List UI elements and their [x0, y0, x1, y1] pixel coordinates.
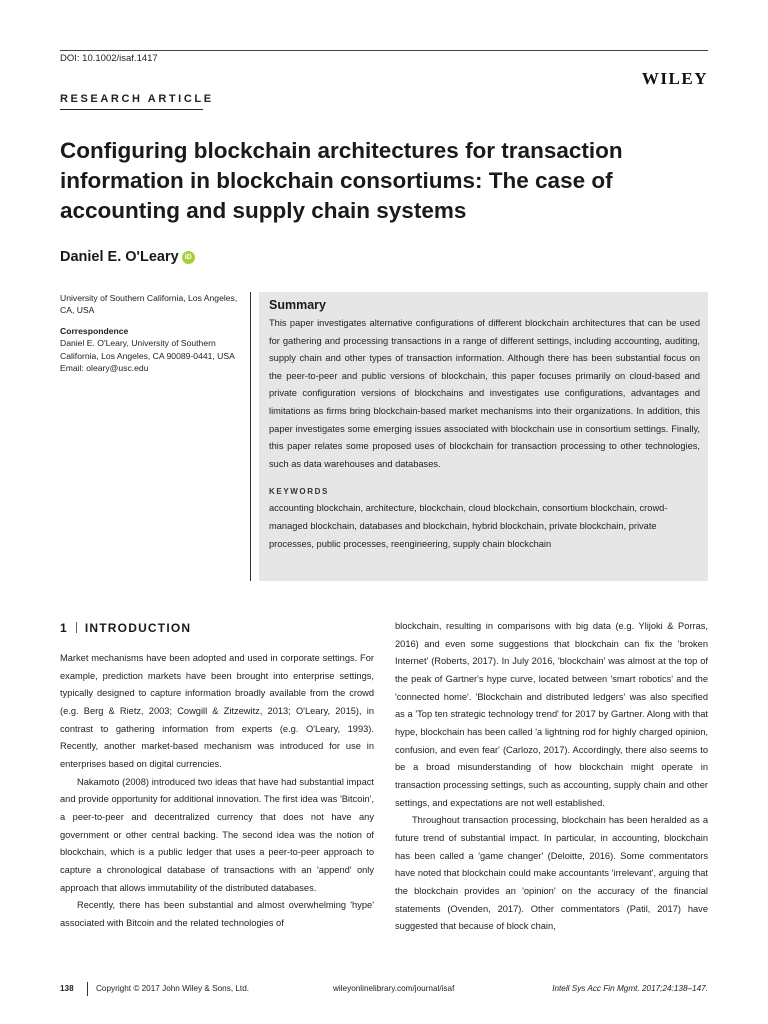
abstract-box: [259, 292, 708, 581]
body-paragraph: Throughout transaction processing, blockchain has been heralded as a future trend of substantial impact. In particular, in accounting, blockchain has been called a 'game changer' (Deloitte, 2016). Some commentators have noted that blockchain could make accountants 'irrelevant', arguing that the blockchain provides an 'opinion' on the accuracy of the financial statements (Ovenden, 2017). Other commentators (Patil, 2017) have suggested that because of block chain,: [395, 815, 708, 932]
correspondence-line: California, Los Angeles, CA 90089-0441, USA: [60, 350, 235, 361]
article-type-underline: [60, 109, 203, 110]
doi[interactable]: DOI: 10.1002/isaf.1417: [60, 53, 158, 64]
abstract-divider: [250, 292, 251, 581]
footer-separator: [87, 982, 88, 996]
section-heading: [60, 621, 191, 635]
correspondence-line: Daniel E. O'Leary, University of Southern: [60, 338, 216, 349]
correspondence-email[interactable]: Email: oleary@usc.edu: [60, 363, 149, 374]
heading-separator: [76, 622, 77, 633]
publisher-logo: WILEY: [641, 69, 708, 88]
abstract-text: This paper investigates alternative configurations of different blockchain architectures that can be used for gathering and processing transactions in a range of different settings, including accounting, auditing, supply chain and other types of transaction information. Although there has been substantial focus on the peer-to-peer and public versions of blockchain, this paper focuses primarily on cloud-based and private configuration versions of blockchains and investigates use configurations, advantages and limitations as firms bring blockchain-based market mechanisms into their organizations. In addition, this paper investigates some emerging issues associated with blockchain use in consortium settings. Finally, this paper relates some proposed uses of blockchain for transaction processing to other technologies, such as data warehouses and databases.: [269, 318, 700, 469]
page-number: 138: [60, 984, 74, 993]
body-column-right: [395, 618, 708, 936]
journal-url-link[interactable]: wileyonlinelibrary.com/journal/isaf: [333, 984, 455, 993]
section-number: 1: [60, 621, 68, 635]
body-paragraph: Nakamoto (2008) introduced two ideas that have had substantial impact and provide opportunity for additional innovation. The first idea was 'Bitcoin', a peer-to-peer and decentralized currency that does not have any government or other central backing. The second idea was the notion of blockchain, which is a public ledger that uses a peer-to-peer approach to capture a chronological database of transactions with an 'append' only approach that allows immutability of the distributed databases.: [60, 776, 374, 893]
body-paragraph: blockchain, resulting in comparisons with big data (e.g. Ylijoki & Porras, 2016) and even some suggestions that blockchain can fix the 'broken Internet' (Roberts, 2017). In July 2016, 'blockchain' was almost at the top of the peak of Gartner's hype curve, located between 'smart robotics' and the 'connected home'. 'Blockchain and distributed ledgers' was also specified as a 'Top ten strategic technology trend' for 2017 by Gartner. Along with that hype, blockchain has been called 'a lightning rod for highly charged opinion, confusion, and even fear' (Carlozo, 2017). Accordingly, there also seems to be a broad misunderstanding of how blockchain might operate in transaction processing settings, such as accounting, supply chain and other settings, and expectations are not well established.: [395, 621, 708, 808]
journal-citation: Intell Sys Acc Fin Mgmt. 2017;24:138–147.: [552, 984, 708, 993]
body-paragraph: Recently, there has been substantial and almost overwhelming 'hype' associated with Bitcoin and the related technologies of: [60, 900, 374, 928]
keywords-text: accounting blockchain, architecture, blockchain, cloud blockchain, consortium blockchain, crowd-managed blockchain, databases and blockchain, hybrid blockchain, private blockchain, private processes, public processes, reengineering, supply chain blockchain: [269, 503, 668, 550]
header-rule: [60, 50, 708, 51]
article-title: Configuring blockchain architectures for transaction information in blockchain consortiums: The case of accounting and supply chain systems: [60, 138, 623, 223]
correspondence-label: Correspondence: [60, 325, 129, 336]
affiliation-institution: University of Southern California, Los Angeles, CA, USA: [60, 293, 238, 316]
body-paragraph: Market mechanisms have been adopted and used in corporate settings. For example, prediction markets have been brought into enterprise settings, typically designed to capture information broadly available from the crowd (e.g. Berg & Rietz, 2003; Cowgill & Zitzewitz, 2013; O'Leary, 2015), in contrast to gathering information from experts (e.g. O'Leary, 1993). Recently, another market-based mechanism was introduced for use in enterprises based on digital currencies.: [60, 653, 374, 769]
copyright-notice: Copyright © 2017 John Wiley & Sons, Ltd.: [96, 984, 250, 993]
section-title: INTRODUCTION: [84, 621, 192, 635]
orcid-icon[interactable]: iD: [182, 251, 195, 264]
body-column-left: [60, 650, 374, 933]
author-line: [60, 249, 195, 265]
author-name[interactable]: Daniel E. O'Leary: [60, 249, 179, 265]
affiliation-block: [60, 292, 246, 374]
article-type-label: RESEARCH ARTICLE: [60, 93, 214, 105]
abstract-heading: Summary: [269, 298, 326, 312]
keywords-label: KEYWORDS: [269, 487, 329, 497]
